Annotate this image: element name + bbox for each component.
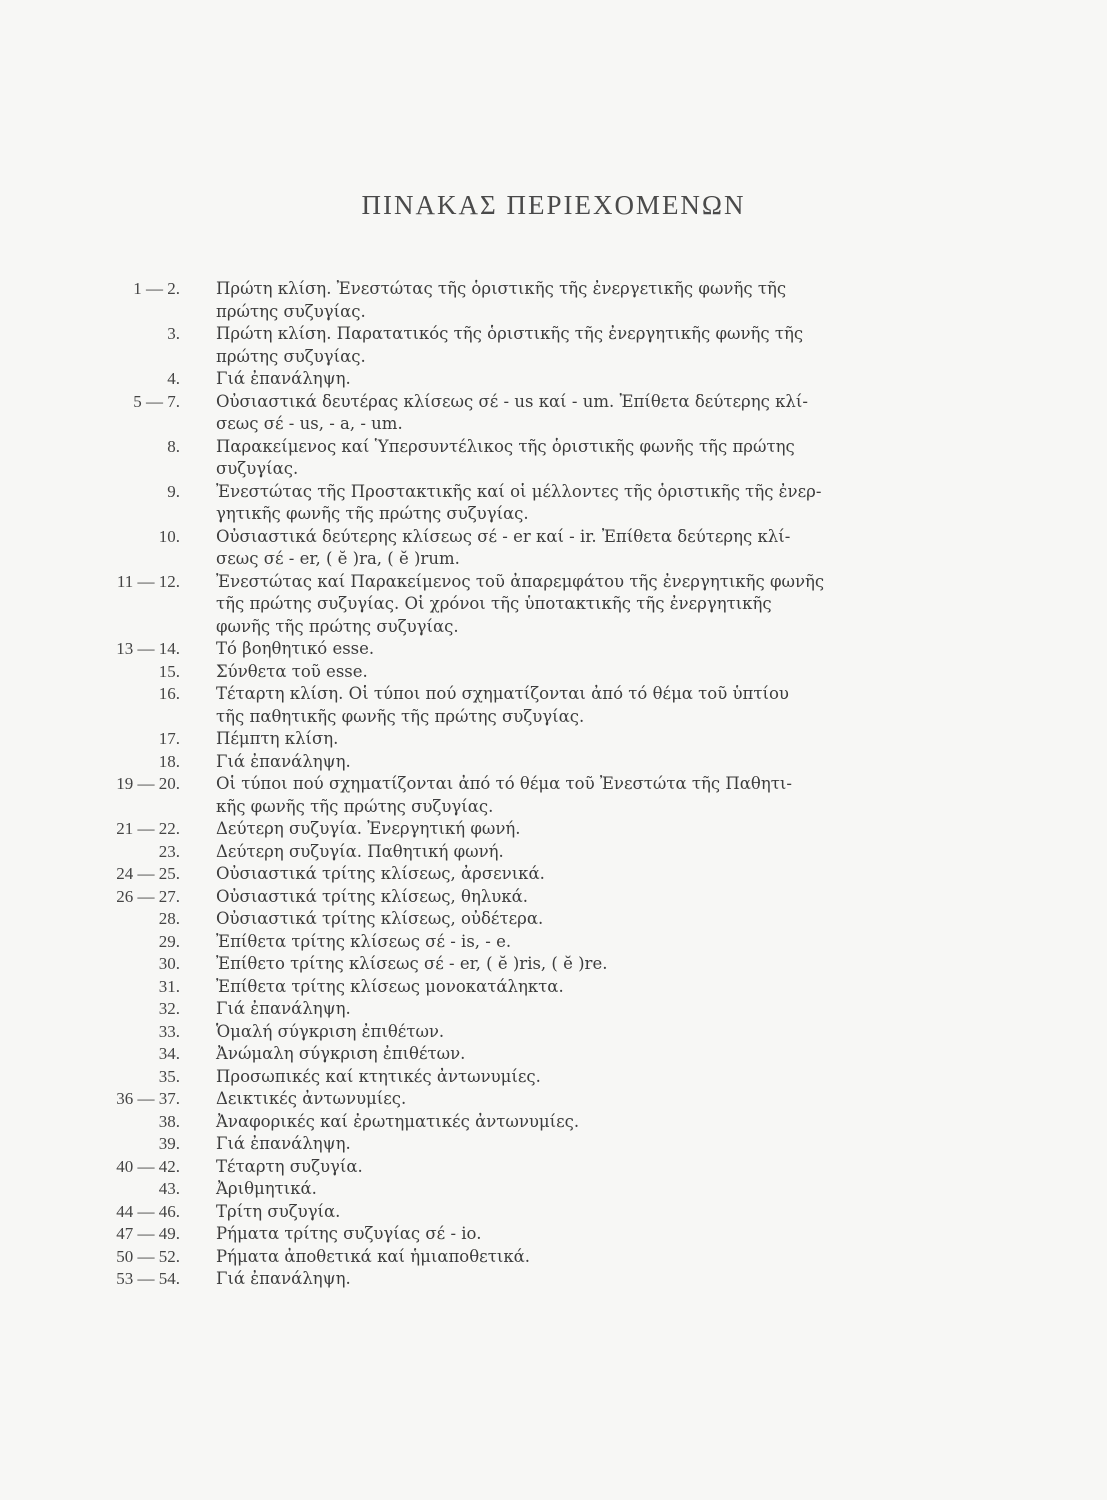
toc-entry-line: Οὐσιαστικά τρίτης κλίσεως, θηλυκά. — [216, 886, 529, 906]
toc-entry-text — [216, 1201, 1040, 1224]
toc-entry-number: 33. — [158, 1021, 180, 1041]
toc-entry — [40, 1246, 1040, 1269]
toc-entry-text — [216, 481, 1040, 526]
toc-entry-number: 43. — [158, 1179, 180, 1198]
toc-entry-line: Οὐσιαστικά τρίτης κλίσεως, οὐδέτερα. — [216, 909, 544, 928]
toc-entry — [40, 278, 1040, 323]
toc-entry-line: Γιά ἐπανάληψη. — [216, 1134, 351, 1153]
toc-entry-line: Τρίτη συζυγία. — [216, 1201, 341, 1221]
toc-entry — [40, 953, 1040, 976]
toc-entry — [40, 886, 1040, 909]
toc-entry-number: 23. — [158, 841, 180, 861]
table-of-contents — [40, 278, 1040, 1291]
toc-entry — [40, 931, 1040, 954]
toc-entry-text — [216, 1111, 1040, 1134]
toc-entry-number: 28. — [158, 909, 180, 928]
toc-entry-number: 47 — 49. — [116, 1224, 180, 1243]
toc-entry-line: Παρακείμενος καί Ὑπερσυντέλικος τῆς ὁριστικῆς φωνῆς τῆς πρώτης — [216, 436, 795, 456]
toc-entry-text — [216, 908, 1040, 931]
toc-entry — [40, 638, 1040, 661]
toc-entry-line: Προσωπικές καί κτητικές ἀντωνυμίες. — [216, 1066, 541, 1086]
toc-entry-number: 30. — [158, 954, 180, 973]
toc-entry-text — [216, 1178, 1040, 1201]
toc-entry-line: Ἀναφορικές καί ἐρωτηματικές ἀντωνυμίες. — [216, 1111, 580, 1131]
toc-entry-text — [216, 638, 1040, 661]
toc-entry-line: Ἀνώμαλη σύγκριση ἐπιθέτων. — [216, 1044, 466, 1063]
toc-entry-text — [216, 886, 1040, 909]
toc-entry-text — [216, 751, 1040, 774]
toc-entry — [40, 1201, 1040, 1224]
toc-entry-text — [216, 323, 1040, 368]
toc-entry-line: Ἐπίθετο τρίτης κλίσεως σέ - er, ( ĕ )ris, ( ĕ )re. — [216, 954, 608, 973]
toc-entry-text — [216, 863, 1040, 886]
toc-entry-number: 53 — 54. — [116, 1269, 180, 1288]
toc-entry-text — [216, 1066, 1040, 1089]
toc-entry-number: 8. — [167, 436, 180, 456]
toc-entry — [40, 841, 1040, 864]
toc-entry — [40, 863, 1040, 886]
toc-entry — [40, 1268, 1040, 1291]
toc-entry-text — [216, 661, 1040, 684]
toc-entry-continuation-line: γητικῆς φωνῆς τῆς πρώτης συζυγίας. — [216, 504, 529, 523]
toc-entry — [40, 1021, 1040, 1044]
toc-entry — [40, 661, 1040, 684]
toc-entry-text — [216, 1133, 1040, 1156]
toc-entry-line: Οὐσιαστικά δευτέρας κλίσεως σέ - us καί - um. Ἐπίθετα δεύτερης κλί- — [216, 391, 808, 411]
toc-entry-number: 38. — [158, 1111, 180, 1131]
toc-entry-continuation-line: τῆς παθητικῆς φωνῆς τῆς πρώτης συζυγίας. — [216, 706, 585, 726]
toc-entry-text — [216, 683, 1040, 728]
toc-entry — [40, 436, 1040, 481]
toc-entry-text — [216, 1021, 1040, 1044]
toc-entry-line: Ἐπίθετα τρίτης κλίσεως μονοκατάληκτα. — [216, 976, 564, 996]
toc-entry-text — [216, 931, 1040, 954]
toc-entry-line: Πέμπτη κλίση. — [216, 729, 339, 748]
toc-entry-text — [216, 368, 1040, 391]
toc-entry-text — [216, 391, 1040, 436]
toc-entry — [40, 773, 1040, 818]
toc-entry-number: 18. — [158, 751, 180, 771]
toc-entry — [40, 908, 1040, 931]
toc-entry-number: 16. — [158, 684, 180, 703]
toc-entry-line: Γιά ἐπανάληψη. — [216, 751, 351, 771]
toc-entry-number: 11 — 12. — [116, 571, 180, 591]
toc-entry-number: 5 — 7. — [133, 391, 180, 411]
toc-entry-continuation-line: πρώτης συζυγίας. — [216, 346, 366, 366]
toc-entry-number: 44 — 46. — [116, 1201, 180, 1221]
toc-entry-line: Τέταρτη κλίση. Οἱ τύποι πού σχηματίζονται ἀπό τό θέμα τοῦ ὑπτίου — [216, 684, 789, 703]
toc-entry-continuation-line: σεως σέ - er, ( ĕ )ra, ( ĕ )rum. — [216, 549, 460, 568]
toc-entry — [40, 571, 1040, 639]
toc-entry-line: Οὐσιαστικά δεύτερης κλίσεως σέ - er καί - ir. Ἐπίθετα δεύτερης κλί- — [216, 526, 791, 546]
toc-entry-line: Ἀριθμητικά. — [216, 1179, 317, 1198]
toc-entry-text — [216, 1223, 1040, 1246]
toc-entry-continuation-line: συζυγίας. — [216, 459, 299, 478]
toc-entry — [40, 998, 1040, 1021]
toc-entry — [40, 1223, 1040, 1246]
toc-entry-number: 19 — 20. — [116, 774, 180, 793]
toc-entry-number: 21 — 22. — [116, 819, 180, 838]
toc-entry-text — [216, 953, 1040, 976]
toc-entry-number: 4. — [167, 369, 180, 388]
toc-entry — [40, 976, 1040, 999]
toc-entry-number: 10. — [158, 526, 180, 546]
toc-entry-number: 35. — [158, 1066, 180, 1086]
toc-entry-number: 26 — 27. — [116, 886, 180, 906]
toc-entry — [40, 1066, 1040, 1089]
toc-entry-line: Δεύτερη συζυγία. Ἐνεργητική φωνή. — [216, 819, 521, 838]
toc-entry-line: Πρώτη κλίση. Ἐνεστώτας τῆς ὁριστικῆς τῆς ἐνεργετικῆς φωνῆς τῆς — [216, 279, 787, 298]
toc-entry-line: Ρήματα τρίτης συζυγίας σέ - io. — [216, 1224, 482, 1243]
toc-entry — [40, 1111, 1040, 1134]
toc-entry-continuation-line: φωνῆς τῆς πρώτης συζυγίας. — [216, 616, 459, 636]
toc-entry-line: Ρήματα ἀποθετικά καί ἡμιαποθετικά. — [216, 1246, 531, 1266]
toc-entry-number: 29. — [158, 931, 180, 951]
toc-entry-number: 34. — [158, 1044, 180, 1063]
toc-entry-continuation-line: κῆς φωνῆς τῆς πρώτης συζυγίας. — [216, 796, 494, 816]
toc-entry — [40, 1133, 1040, 1156]
toc-entry-text — [216, 841, 1040, 864]
toc-entry-text — [216, 1156, 1040, 1179]
toc-entry — [40, 728, 1040, 751]
toc-entry-line: Τό βοηθητικό esse. — [216, 639, 375, 658]
toc-entry-number: 15. — [158, 661, 180, 681]
toc-entry — [40, 818, 1040, 841]
toc-entry — [40, 1156, 1040, 1179]
toc-entry-number: 17. — [158, 729, 180, 748]
toc-entry-number: 31. — [158, 976, 180, 996]
toc-entry-text — [216, 526, 1040, 571]
toc-entry-continuation-line: τῆς πρώτης συζυγίας. Οἱ χρόνοι τῆς ὑποτακτικῆς τῆς ἐνεργητικῆς — [216, 594, 772, 613]
toc-entry — [40, 1043, 1040, 1066]
toc-entry-line: Γιά ἐπανάληψη. — [216, 369, 351, 388]
toc-entry-number: 36 — 37. — [116, 1089, 180, 1108]
toc-entry — [40, 526, 1040, 571]
toc-entry — [40, 751, 1040, 774]
toc-entry-line: Πρώτη κλίση. Παρατατικός τῆς ὁριστικῆς τῆς ἐνεργητικῆς φωνῆς τῆς — [216, 324, 804, 343]
toc-entry-text — [216, 818, 1040, 841]
toc-entry-line: Ἐπίθετα τρίτης κλίσεως σέ - is, - e. — [216, 931, 512, 951]
toc-entry-number: 39. — [158, 1134, 180, 1153]
page-title: ΠΙΝΑΚΑΣ ΠΕΡΙΕΧΟΜΕΝΩΝ — [361, 190, 746, 220]
toc-entry-line: Οἱ τύποι πού σχηματίζονται ἀπό τό θέμα τοῦ Ἐνεστώτα τῆς Παθητι- — [216, 774, 792, 793]
toc-entry — [40, 391, 1040, 436]
toc-entry — [40, 1178, 1040, 1201]
toc-entry-text — [216, 773, 1040, 818]
toc-entry-line: Σύνθετα τοῦ esse. — [216, 661, 368, 681]
toc-entry-line: Ὁμαλή σύγκριση ἐπιθέτων. — [216, 1021, 445, 1041]
toc-entry-number: 32. — [158, 999, 180, 1018]
toc-entry — [40, 1088, 1040, 1111]
toc-entry-text — [216, 1088, 1040, 1111]
toc-entry-line: Οὐσιαστικά τρίτης κλίσεως, ἀρσενικά. — [216, 864, 545, 883]
toc-entry-line: Γιά ἐπανάληψη. — [216, 1269, 351, 1288]
toc-entry-number: 1 — 2. — [133, 279, 180, 298]
toc-entry-text — [216, 1043, 1040, 1066]
toc-entry-number: 40 — 42. — [116, 1156, 180, 1176]
toc-entry-line: Γιά ἐπανάληψη. — [216, 999, 351, 1018]
toc-entry — [40, 323, 1040, 368]
toc-entry-line: Ἐνεστώτας τῆς Προστακτικῆς καί οἱ μέλλοντες τῆς ὁριστικῆς τῆς ἐνερ- — [216, 481, 822, 501]
toc-entry-line: Τέταρτη συζυγία. — [216, 1156, 363, 1176]
toc-entry-line: Ἐνεστώτας καί Παρακείμενος τοῦ ἀπαρεμφάτου τῆς ἐνεργητικῆς φωνῆς — [216, 571, 825, 591]
toc-entry-line: Δεύτερη συζυγία. Παθητική φωνή. — [216, 841, 504, 861]
toc-entry-text — [216, 1268, 1040, 1291]
toc-entry — [40, 481, 1040, 526]
toc-entry-number: 3. — [167, 324, 180, 343]
toc-entry-number: 50 — 52. — [116, 1246, 180, 1266]
toc-entry-text — [216, 998, 1040, 1021]
toc-entry-continuation-line: σεως σέ - us, - a, - um. — [216, 414, 403, 433]
toc-entry-number: 24 — 25. — [116, 864, 180, 883]
toc-entry-text — [216, 571, 1040, 639]
toc-entry-text — [216, 278, 1040, 323]
toc-entry — [40, 368, 1040, 391]
toc-entry-text — [216, 976, 1040, 999]
toc-entry-line: Δεικτικές ἀντωνυμίες. — [216, 1089, 407, 1108]
toc-entry-number: 9. — [167, 481, 180, 501]
toc-entry-text — [216, 436, 1040, 481]
toc-entry-continuation-line: πρώτης συζυγίας. — [216, 301, 366, 321]
toc-entry-number: 13 — 14. — [116, 639, 180, 658]
toc-entry — [40, 683, 1040, 728]
toc-entry-text — [216, 728, 1040, 751]
toc-entry-text — [216, 1246, 1040, 1269]
